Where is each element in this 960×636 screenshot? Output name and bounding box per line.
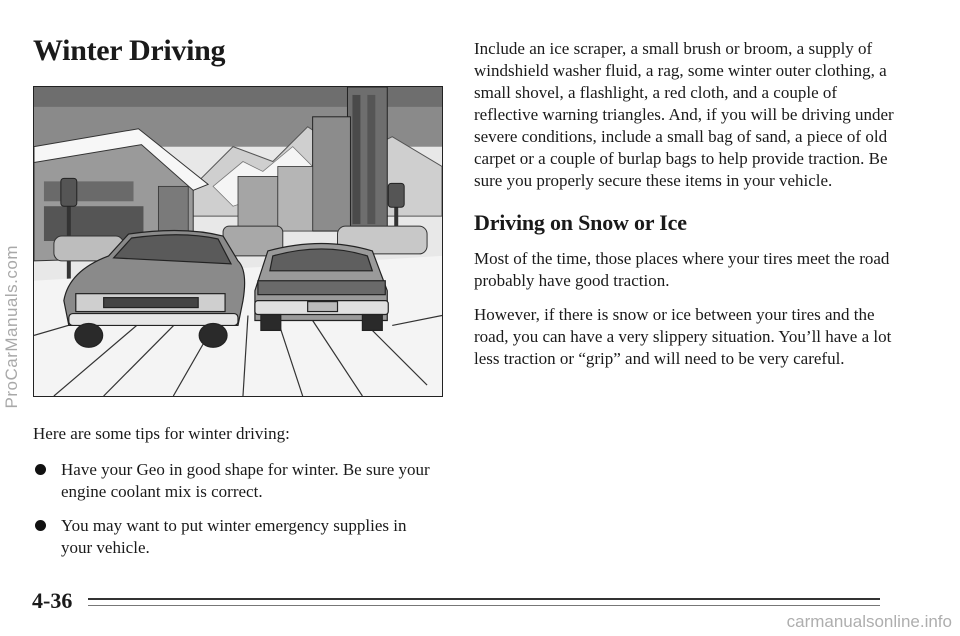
list-item [33, 459, 433, 503]
watermark-side: ProCarManuals.com [2, 245, 21, 409]
section-heading: Driving on Snow or Ice [474, 210, 687, 235]
page-heading: Winter Driving [33, 34, 226, 67]
winter-street-illustration [33, 86, 443, 397]
winter-scene-drawing [34, 87, 442, 396]
supplies-paragraph: Include an ice scraper, a small brush or broom, a supply of windshield washer fluid, a rag, some winter outer clothing, a small shovel, a flashlight, a red cloth, and a couple of reflective warning triangles. And, if you will be driving under severe conditions, include a small bag of sand, a piece of old carpet or a couple of burlap bags to help provide traction. Be sure you properly secure these items in your vehicle. [474, 39, 894, 190]
list-item-text: Have your Geo in good shape for winter. Be sure your engine coolant mix is correct. [61, 460, 430, 501]
tips-intro: Here are some tips for winter driving: [33, 424, 290, 443]
footer-rule-thin [88, 605, 880, 606]
watermark-bottom: carmanualsonline.info [786, 612, 952, 631]
tips-list [33, 459, 443, 559]
page-number: 4-36 [32, 588, 73, 613]
right-column [474, 38, 894, 370]
bullet-icon [35, 464, 46, 475]
footer-rule [88, 598, 880, 600]
list-item-text: You may want to put winter emergency supplies in your vehicle. [61, 516, 407, 557]
list-item [33, 515, 433, 559]
slippery-paragraph: However, if there is snow or ice between your tires and the road, you can have a very slippery situation. You’ll have a lot less traction or “grip” and will need to be very careful. [474, 305, 892, 368]
bullet-icon [35, 520, 46, 531]
left-column [33, 422, 443, 571]
traction-paragraph: Most of the time, those places where your tires meet the road probably have good traction. [474, 249, 890, 290]
